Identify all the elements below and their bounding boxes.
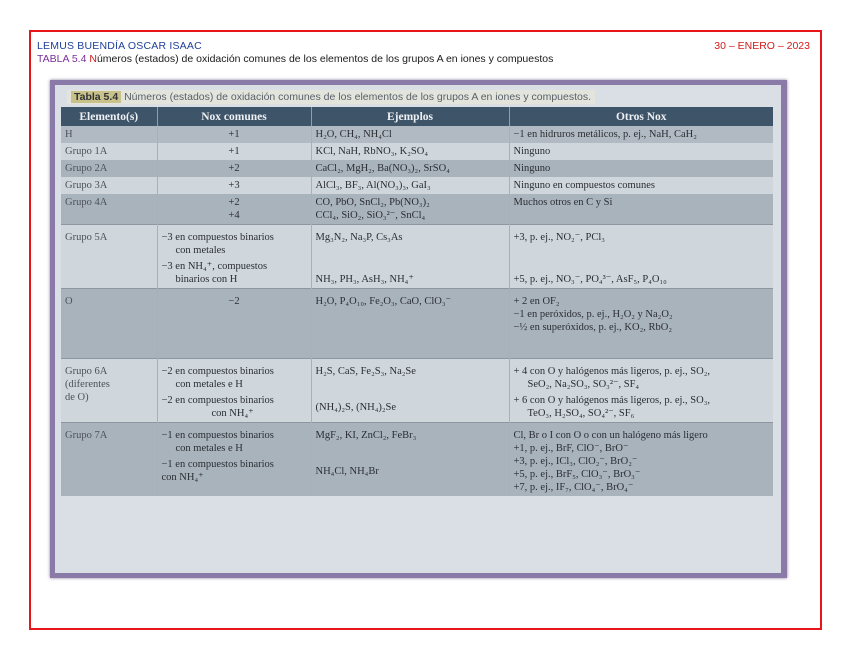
cell-element: Grupo 2A	[61, 160, 157, 177]
nox-line: binarios con H	[175, 274, 238, 285]
other-nox-line: + 6 con O y halógenos más ligeros, p. ej., SO₃,	[513, 395, 711, 406]
example-line: (NH₄)₂S, (NH₄)₂Se	[315, 402, 397, 413]
cell-nox: +1	[157, 143, 311, 160]
other-nox-line: SeO₂, Na₂SO₃, SO₃²⁻, SF₄	[527, 379, 640, 390]
cell-nox: +2	[157, 160, 311, 177]
cell-element: Grupo 1A	[61, 143, 157, 160]
table-photo	[50, 80, 787, 578]
nox-value: +4	[228, 210, 240, 221]
nox-value: +2	[228, 197, 240, 208]
cell-element	[61, 359, 157, 423]
other-nox-line: +3, p. ej., NO₂⁻, PCl₃	[513, 232, 605, 243]
cell-nox: +1	[157, 126, 311, 143]
book-page	[55, 85, 781, 573]
cell-element: Grupo 4A	[61, 194, 157, 225]
cell-element: Grupo 7A	[61, 423, 157, 497]
other-nox-line: −½ en superóxidos, p. ej., KO₂, RbO₂	[513, 322, 672, 333]
cell-examples	[311, 423, 509, 497]
element-line: Grupo 6A	[65, 366, 108, 377]
cell-other-nox	[509, 359, 773, 423]
table-row	[61, 289, 773, 359]
cell-examples: H₂O, P₄O₁₀, Fe₂O₃, CaO, ClO₃⁻	[311, 289, 509, 359]
example-line: NH₃, PH₃, AsH₃, NH₄⁺	[315, 274, 414, 285]
nox-line: con metales	[175, 245, 226, 256]
subtitle-tag: TABLA 5.4	[37, 53, 90, 65]
nox-line: −3 en compuestos binarios	[161, 232, 274, 243]
nox-line: con NH₄⁺	[161, 472, 204, 483]
cell-examples: CaCl₂, MgH₂, Ba(NO₃)₂, SrSO₄	[311, 160, 509, 177]
cell-nox	[157, 359, 311, 423]
table-caption	[67, 90, 595, 104]
cell-other-nox	[509, 423, 773, 497]
other-nox-line: +5, p. ej., NO₃⁻, PO₄³⁻, AsF₅, P₄O₁₀	[513, 274, 667, 285]
cell-examples: AlCl₃, BF₃, Al(NO₃)₃, GaI₃	[311, 177, 509, 194]
table-row	[61, 225, 773, 289]
col-header-otros: Otros Nox	[509, 107, 773, 126]
cell-examples	[311, 194, 509, 225]
table-row	[61, 177, 773, 194]
cell-other-nox: Ninguno	[509, 143, 773, 160]
example-line: CO, PbO, SnCl₂, Pb(NO₃)₂	[315, 197, 430, 208]
nox-line: con metales e H	[175, 443, 243, 454]
cell-other-nox	[509, 225, 773, 289]
col-header-nox: Nox comunes	[157, 107, 311, 126]
other-nox-line: +7, p. ej., IF₇, ClO₄⁻, BrO₄⁻	[513, 482, 634, 493]
cell-element: O	[61, 289, 157, 359]
cell-examples	[311, 225, 509, 289]
document-date: 30 – ENERO – 2023	[714, 40, 810, 52]
cell-nox	[157, 194, 311, 225]
cell-other-nox: Ninguno en compuestos comunes	[509, 177, 773, 194]
other-nox-line: +3, p. ej., ICl₃, ClO₂⁻, BrO₂⁻	[513, 456, 638, 467]
cell-nox	[157, 423, 311, 497]
element-line: (diferentes	[65, 379, 110, 390]
nox-line: −3 en NH₄⁺, compuestos	[161, 261, 268, 272]
nox-line: −1 en compuestos binarios	[161, 459, 274, 470]
cell-element: H	[61, 126, 157, 143]
nox-line: con metales e H	[175, 379, 243, 390]
other-nox-line: + 4 con O y halógenos más ligeros, p. ej., SO₂,	[513, 366, 711, 377]
table-caption-label: Tabla 5.4	[71, 91, 121, 103]
table-caption-text: Números (estados) de oxidación comunes de los elementos de los grupos A en iones y compuestos.	[121, 91, 592, 103]
cell-other-nox	[509, 289, 773, 359]
other-nox-line: +5, p. ej., BrF₅, ClO₃⁻, BrO₃⁻	[513, 469, 641, 480]
subtitle-text: úmeros (estados) de oxidación comunes de los elementos de los grupos A en iones y compuestos	[96, 53, 554, 65]
col-header-ejemplos: Ejemplos	[311, 107, 509, 126]
document-subtitle	[37, 53, 553, 65]
example-line: H₂S, CaS, Fe₂S₃, Na₂Se	[315, 366, 416, 377]
cell-nox: +3	[157, 177, 311, 194]
element-line: de O)	[65, 392, 89, 403]
cell-element: Grupo 5A	[61, 225, 157, 289]
nox-line: −2 en compuestos binarios	[161, 395, 274, 406]
nox-line: −2 en compuestos binarios	[161, 366, 274, 377]
cell-nox: −2	[157, 289, 311, 359]
table-row	[61, 423, 773, 497]
other-nox-line: + 2 en OF₂	[513, 296, 560, 307]
example-line: CCl₄, SiO₂, SiO₃²⁻, SnCl₄	[315, 210, 426, 221]
author-name: LEMUS BUENDÍA OSCAR ISAAC	[37, 40, 202, 52]
other-nox-line: −1 en peróxidos, p. ej., H₂O₂ y Na₂O₂	[513, 309, 673, 320]
cell-examples	[311, 359, 509, 423]
cell-examples: H₂O, CH₄, NH₄Cl	[311, 126, 509, 143]
subtitle-initial: N	[89, 53, 97, 65]
table-row	[61, 359, 773, 423]
table-row	[61, 160, 773, 177]
table-row	[61, 126, 773, 143]
cell-examples: KCl, NaH, RbNO₃, K₂SO₄	[311, 143, 509, 160]
oxidation-table	[61, 107, 773, 496]
cell-other-nox: −1 en hidruros metálicos, p. ej., NaH, CaH₂	[509, 126, 773, 143]
cell-other-nox: Muchos otros en C y Si	[509, 194, 773, 225]
nox-line: con NH₄⁺	[211, 408, 254, 419]
cell-other-nox: Ninguno	[509, 160, 773, 177]
cell-element: Grupo 3A	[61, 177, 157, 194]
table-row	[61, 194, 773, 225]
other-nox-line: +1, p. ej., BrF, ClO⁻, BrO⁻	[513, 443, 629, 454]
cell-nox	[157, 225, 311, 289]
other-nox-line: TeO₃, H₂SO₄, SO₄²⁻, SF₆	[527, 408, 635, 419]
nox-line: −1 en compuestos binarios	[161, 430, 274, 441]
example-line: MgF₂, KI, ZnCl₂, FeBr₃	[315, 430, 417, 441]
other-nox-line: Cl, Br o I con O o con un halógeno más ligero	[513, 430, 708, 441]
col-header-elemento: Elemento(s)	[61, 107, 157, 126]
example-line: NH₄Cl, NH₄Br	[315, 466, 379, 477]
example-line: Mg₃N₂, Na₃P, Cs₃As	[315, 232, 403, 243]
table-row	[61, 143, 773, 160]
table-header-row	[61, 107, 773, 126]
